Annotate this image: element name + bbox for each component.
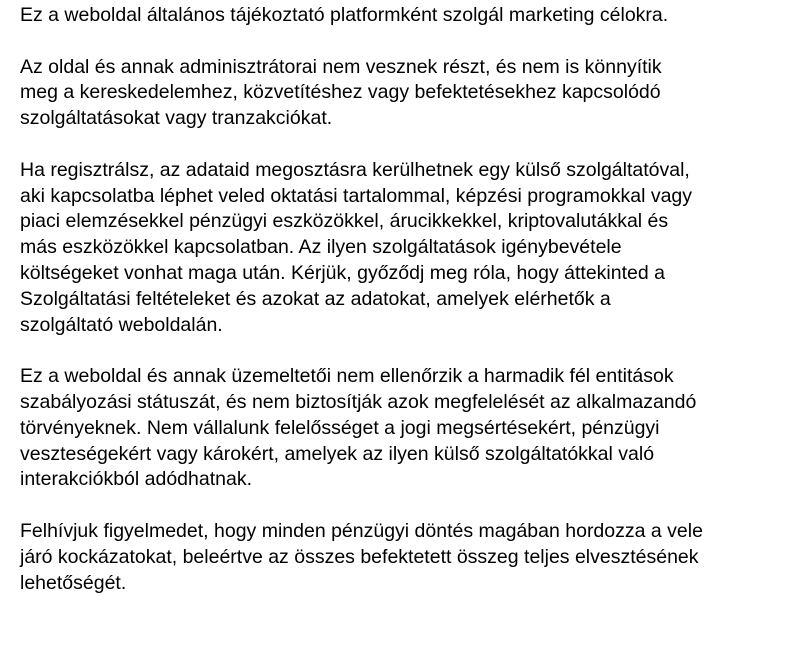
- disclaimer-paragraph-liability: Ez a weboldal és annak üzemeltetői nem ellenőrzik a harmadik fél entitások szabályozási státuszát, és nem biztosítják azok megfelelését az alkalmazandó törvényeknek. Nem vállalunk felelősséget a jogi megsértésekért, pénzügyi veszteségekért vagy károkért, amelyek az ilyen külső szolgáltatókkal való interakciókból adódhatnak.: [20, 365, 697, 491]
- disclaimer-paragraph-no-involvement: Az oldal és annak adminisztrátorai nem vesznek részt, és nem is könnyítik meg a kereskedelemhez, közvetítéshez vagy befektetésekhez kapcsolódó szolgáltatásokat vagy tranzakciókat.: [20, 55, 662, 130]
- disclaimer-paragraph-risk: Felhívjuk figyelmedet, hogy minden pénzügyi döntés magában hordozza a vele járó kockázatokat, beleértve az összes befektetett összeg teljes elvesztésének lehetőségét.: [20, 519, 703, 594]
- disclaimer-paragraph-marketing: Ez a weboldal általános tájékoztató platformként szolgál marketing célokra.: [20, 4, 669, 26]
- disclaimer-paragraph-data-sharing: Ha regisztrálsz, az adataid megosztásra kerülhetnek egy külső szolgáltatóval, aki kapcsolatba léphet veled oktatási tartalommal, képzési programokkal vagy piaci elemzésekkel pénzügyi eszközökkel, árucikkekkel, kriptovalutákkal és más eszközökkel kapcsolatban. Az ilyen szolgáltatások igénybevétele költségeket vonhat maga után. Kérjük, győződj meg róla, hogy áttekinted a Szolgáltatási feltételeket és azokat az adatokat, amelyek elérhetők a szolgáltató weboldalán.: [20, 158, 693, 336]
- disclaimer-text: [20, 3, 790, 622]
